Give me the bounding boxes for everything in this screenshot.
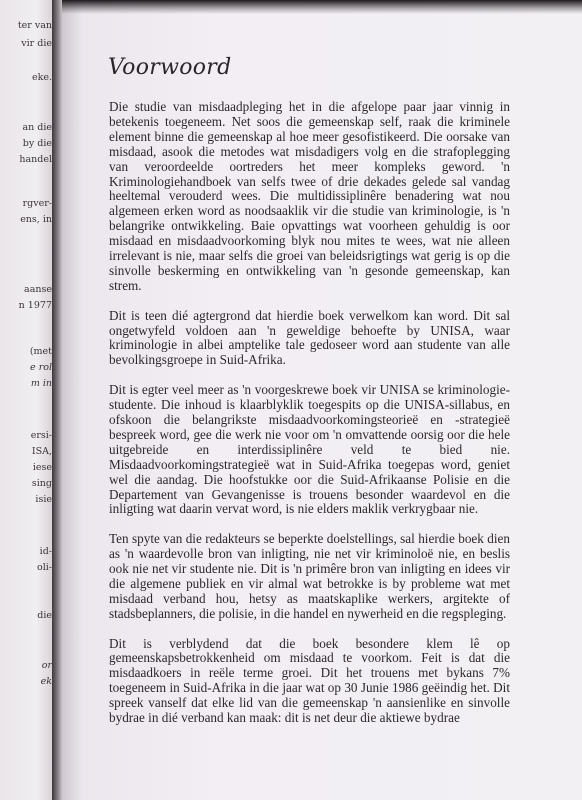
- facing-page-text-fragment: by die: [22, 138, 52, 149]
- facing-page-text-fragment: rgver-: [22, 198, 52, 209]
- paragraph: Ten spyte van die redakteurs se beperkte doelstellings, sal hierdie boek dien as 'n waardevolle bron van inligting, nie net vir kriminoloë nie, en beslis ook nie net vir studente nie. Dit is 'n primêre bron van inligting en idees vir die algemene publiek en vir almal wat betrokke is by probleme wat met misdaad verband hou, hetsy as maatskaplike werkers, argitekte of stadsbeplanners, die polisie, in die handel en nywerheid en die regspleging.: [109, 531, 510, 621]
- facing-page-text-fragment: iese: [32, 462, 52, 473]
- book-spine: [52, 0, 62, 800]
- paragraph: Die studie van misdaadpleging het in die afgelope paar jaar vinnig in betekenis toegeneem. Net soos die gemeenskap self, raak die kriminele element binne die gemeenskap al hoe meer gesofistikeerd. Die oorsake van misdaad, asook die metodes wat misdadigers volg en die strafoplegging van veroordeelde oortreders het meer kompleks geword. 'n Kriminologiehandboek van selfs twee of drie dekades gelede sal vandag heeltemal verouderd wees. Die multidissiplinêre benadering wat nou algemeen erken word as noodsaaklik vir die studie van kriminologie, is 'n belangrike ontwikkeling. Baie opvattings wat voorheen gehuldig is oor misdaad en misdaadvoorkoming blyk nou mites te wees, wat nie alleen irrelevant is nie, maar selfs die groei van beleidsrigtings wat gerig is op die sinvolle beskerming en ontwikkeling van 'n gesonde gemeenskap, kan strem.: [109, 99, 510, 293]
- facing-page-text-fragment: ter van: [17, 20, 52, 31]
- facing-page-text-fragment: oli-: [36, 562, 52, 573]
- facing-page-text-fragment: m in: [30, 378, 52, 389]
- facing-page-text-fragment: an die: [22, 122, 52, 133]
- facing-page-text-fragment: vir die: [21, 38, 52, 49]
- facing-page-text-fragment: sing: [31, 478, 52, 489]
- page-top-shadow: [62, 0, 582, 14]
- facing-page-text-fragment: isie: [35, 494, 52, 505]
- facing-page-text-fragment: ersi-: [30, 430, 52, 441]
- facing-page-text-fragment: ek: [40, 676, 52, 687]
- facing-page-text-fragment: (met: [29, 346, 52, 357]
- facing-page-text-fragment: handel: [19, 154, 52, 165]
- paragraph: Dit is egter veel meer as 'n voorgeskrewe boek vir UNISA se kriminologie-studente. Die inhoud is klaarblyklik toegespits op die UNISA-sillabus, en ofskoon die belangrikste misdaadvoorkomingsteorieë en -strategieë bespreek word, gee die werk nie voor om 'n omvattende oorsig oor die hele uitgebreide en interdissiplinêre veld te bied nie. Misdaadvoorkomingstrategieë wat in Suid-Afrika toegepas word, geniet wel die aandag. Die hoofstukke oor die Suid-Afrikaanse Polisie en die Departement van Gevangenisse is trouens besonder waardevol en die inligting wat daarin vervat word, is nie elders maklik verkrygbaar nie.: [109, 382, 510, 517]
- facing-page-text-fragment: ISA,: [31, 446, 52, 457]
- facing-page-text-fragment: die: [37, 610, 52, 621]
- facing-page-text-fragment: e rol: [30, 362, 52, 373]
- paragraph: Dit is teen dié agtergrond dat hierdie boek verwelkom kan word. Dit sal ongetwyfeld voldoen aan 'n geweldige behoefte by UNISA, waar kriminologie in albei amptelike tale gedoseer word aan studente van alle bevolkingsgroepe in Suid-Afrika.: [109, 307, 510, 368]
- facing-page-edge: [0, 0, 52, 800]
- paragraph: Dit is verblydend dat die boek besondere klem lê op gemeenskapsbetrokkenheid om misdaad te voorkom. Feit is dat die misdaadkoers in reële terme groei. Dit het trouens met bykans 7% toegeneem in Suid-Afrika in die jaar wat op 30 Junie 1986 geëindig het. Dit spreek vanself dat elke lid van die gemeenskap 'n aansienlike en sinvolle bydrae in dié verband kan maak: dit is net deur die aktiewe bydrae: [109, 635, 510, 726]
- facing-page-text-fragment: ens, in: [20, 214, 52, 225]
- facing-page-text-fragment: eke.: [31, 72, 52, 83]
- facing-page-text-fragment: aanse: [24, 284, 52, 295]
- facing-page-text-fragment: id-: [39, 546, 52, 557]
- facing-page-text-fragment: n 1977: [18, 300, 52, 311]
- page-title: Voorwoord: [108, 55, 232, 80]
- facing-page-text-fragment: or: [41, 660, 52, 671]
- foreword-body: [109, 100, 510, 741]
